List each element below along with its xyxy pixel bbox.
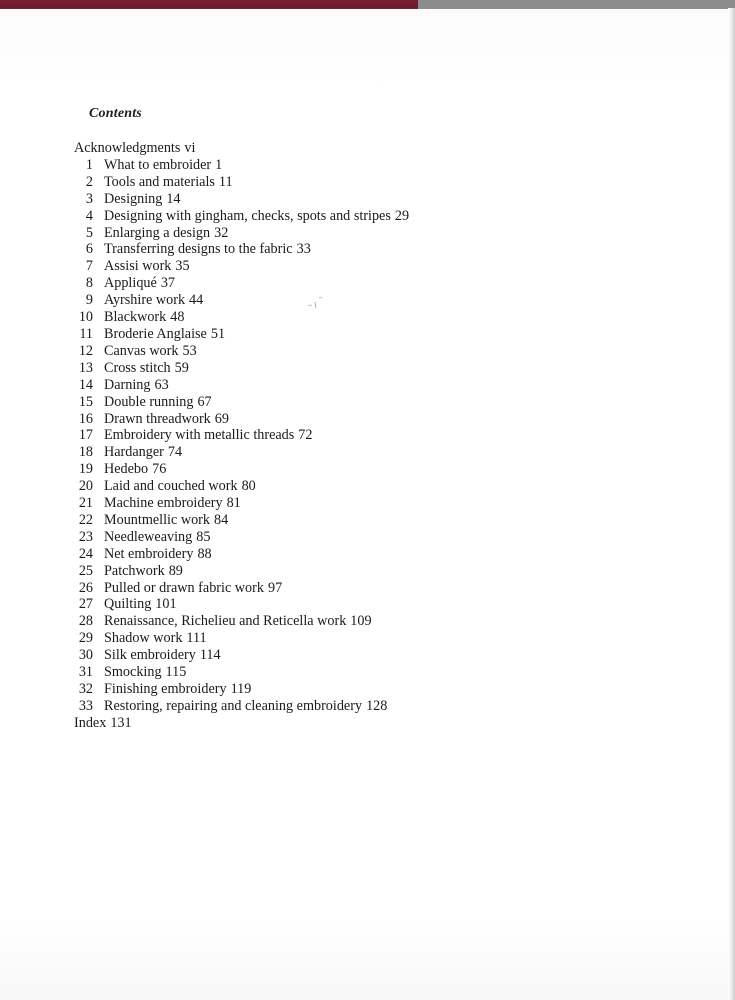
toc-entry-page: 89: [168, 562, 183, 579]
toc-entry-page: 74: [167, 444, 183, 461]
toc-entry-title: Quilting: [104, 596, 152, 613]
toc-entry-page: 131: [110, 714, 132, 731]
toc-entry-title: Designing: [104, 190, 163, 207]
toc-entry-page: 88: [197, 545, 212, 562]
toc-entry-page: 111: [186, 630, 207, 647]
toc-entry-chapter: [74, 529, 634, 546]
toc-entry-page: vi: [184, 140, 196, 156]
toc-entry-number: 24: [78, 545, 93, 562]
table-of-contents: [74, 140, 634, 732]
toc-entry-page: 76: [152, 461, 167, 478]
toc-entry-title: Drawn threadwork: [104, 410, 211, 427]
toc-entry-page: 114: [199, 647, 221, 664]
toc-entry-title: Darning: [104, 376, 151, 393]
toc-entry-chapter: [74, 225, 634, 242]
toc-entry-title: Canvas work: [104, 342, 179, 359]
toc-entry-title: Enlarging a design: [104, 224, 211, 241]
toc-entry-title: Silk embroidery: [104, 647, 196, 664]
toc-entry-page: 37: [160, 275, 175, 292]
toc-entry-title: Mountmellic work: [104, 511, 210, 528]
toc-entry-number: 28: [78, 613, 93, 630]
toc-entry-page: 84: [214, 511, 229, 528]
toc-entry-chapter: [74, 191, 634, 208]
toc-entry-chapter: [74, 275, 634, 292]
toc-entry-number: 32: [78, 681, 93, 697]
toc-entry-chapter: [74, 241, 634, 258]
toc-entry-number: 23: [78, 528, 93, 545]
toc-entry-number: 27: [78, 596, 93, 613]
toc-entry-number: 26: [78, 579, 93, 596]
toc-entry-chapter: [74, 411, 634, 428]
toc-entry-chapter: [74, 681, 634, 698]
toc-entry-chapter: [74, 258, 634, 275]
toc-entry-chapter: [74, 478, 634, 495]
toc-entry-chapter: [74, 512, 634, 529]
toc-entry-chapter: [74, 427, 634, 444]
toc-entry-title: Shadow work: [104, 630, 183, 647]
toc-entry-number: 7: [85, 258, 93, 275]
toc-entry-chapter: [74, 309, 634, 326]
toc-entry-chapter: [74, 630, 634, 647]
toc-entry-title: Machine embroidery: [104, 495, 223, 512]
toc-entry-title: Hedebo: [104, 461, 149, 478]
toc-entry-title: Broderie Anglaise: [104, 325, 207, 342]
toc-entry-title: Pulled or drawn fabric work: [104, 579, 264, 596]
toc-entry-number: 15: [78, 393, 93, 410]
toc-entry-number: 2: [85, 173, 93, 190]
toc-entry-title: Needleweaving: [104, 528, 193, 545]
toc-entry-page: 51: [210, 325, 226, 342]
toc-entry-page: 14: [166, 190, 181, 207]
page-edge-shadow: [728, 8, 735, 1000]
toc-entry-title: Finishing embroidery: [104, 681, 227, 697]
toc-entry-chapter: [74, 444, 634, 461]
toc-entry-title: Net embroidery: [104, 545, 194, 562]
toc-entry-title: Patchwork: [104, 562, 165, 579]
toc-entry-chapter: [74, 495, 634, 512]
toc-entry-number: 33: [78, 697, 93, 714]
toc-entry-chapter: [74, 461, 634, 478]
toc-entry-chapter: [74, 174, 634, 191]
toc-entry-number: 31: [78, 664, 93, 681]
toc-entry-page: 11: [218, 173, 233, 190]
toc-entry-title: Transferring designs to the fabric: [104, 241, 293, 258]
toc-entry-title: Cross stitch: [104, 359, 171, 376]
toc-entry-title: Tools and materials: [104, 173, 215, 190]
toc-entry-title: Assisi work: [104, 258, 172, 275]
toc-entry-number: 22: [78, 511, 93, 528]
toc-entry-page: 85: [196, 528, 211, 545]
toc-entry-page: 115: [165, 664, 187, 681]
toc-entry-title: Smocking: [104, 664, 162, 681]
toc-entry-title: Appliqué: [104, 275, 157, 292]
toc-entry-page: 35: [175, 258, 190, 275]
toc-entry-chapter: [74, 343, 634, 360]
toc-entry-number: 18: [78, 444, 93, 461]
toc-entry-number: 17: [78, 427, 93, 444]
toc-entry-title: Hardanger: [104, 444, 164, 461]
page-title: Contents: [89, 106, 142, 121]
toc-entry-page: 101: [155, 596, 177, 613]
toc-entry-page: 128: [366, 697, 388, 714]
toc-entry-number: 11: [79, 325, 93, 342]
toc-entry-page: 119: [230, 681, 252, 697]
toc-entry-number: 3: [85, 190, 93, 207]
toc-entry-chapter: [74, 292, 634, 309]
toc-entry-page: 29: [394, 207, 410, 224]
toc-entry-title: Acknowledgments: [74, 140, 181, 156]
toc-entry-number: 10: [78, 309, 93, 326]
toc-entry-number: 1: [85, 156, 93, 173]
toc-entry-page: 67: [197, 393, 212, 410]
toc-entry-chapter: [74, 698, 634, 715]
toc-entry-chapter: [74, 596, 634, 613]
toc-entry-number: 6: [85, 241, 93, 258]
scanner-edge-strip: [418, 0, 735, 9]
toc-entry-title: Double running: [104, 393, 194, 410]
toc-entry-title: Restoring, repairing and cleaning embroidery: [104, 697, 363, 714]
toc-entry-number: 4: [85, 207, 93, 224]
toc-entry-title: Index: [74, 714, 107, 731]
toc-entry-title: Laid and couched work: [104, 478, 238, 495]
toc-entry-page: 44: [189, 292, 204, 309]
toc-entry-page: 80: [241, 478, 256, 495]
chapter-list: [74, 157, 634, 715]
toc-entry-chapter: [74, 664, 634, 681]
toc-entry-page: 72: [298, 427, 313, 444]
toc-entry-title: Ayrshire work: [104, 292, 186, 309]
toc-entry-chapter: [74, 208, 634, 225]
toc-entry-index: [74, 715, 634, 732]
toc-entry-page: 33: [296, 241, 311, 258]
toc-entry-front-matter: [74, 140, 634, 157]
toc-entry-title: Embroidery with metallic threads: [104, 427, 295, 444]
toc-entry-number: 12: [78, 342, 93, 359]
toc-entry-number: 16: [78, 410, 93, 427]
toc-entry-chapter: [74, 647, 634, 664]
toc-entry-page: 97: [267, 579, 283, 596]
toc-entry-page: 69: [214, 410, 229, 427]
toc-entry-chapter: [74, 326, 634, 343]
toc-entry-chapter: [74, 613, 634, 630]
toc-entry-page: 81: [226, 495, 241, 512]
toc-entry-number: 20: [78, 478, 93, 495]
toc-entry-page: 63: [154, 376, 169, 393]
toc-entry-number: 21: [78, 495, 93, 512]
toc-entry-page: 48: [170, 309, 185, 326]
toc-entry-chapter: [74, 546, 634, 563]
toc-entry-number: 29: [78, 630, 93, 647]
toc-entry-number: 8: [85, 275, 93, 292]
toc-entry-number: 25: [78, 562, 93, 579]
toc-entry-number: 30: [78, 647, 93, 664]
toc-entry-page: 59: [174, 359, 189, 376]
toc-entry-page: 53: [182, 342, 197, 359]
toc-entry-number: 5: [85, 224, 93, 241]
toc-entry-chapter: [74, 377, 634, 394]
toc-entry-title: Blackwork: [104, 309, 167, 326]
toc-entry-chapter: [74, 580, 634, 597]
toc-entry-page: 109: [350, 613, 372, 630]
toc-entry-number: 19: [78, 461, 93, 478]
toc-entry-chapter: [74, 563, 634, 580]
toc-entry-title: Renaissance, Richelieu and Reticella work: [104, 613, 347, 630]
toc-entry-number: 14: [78, 376, 93, 393]
toc-entry-title: Designing with gingham, checks, spots and stripes: [104, 207, 391, 224]
toc-entry-title: What to embroider: [104, 156, 212, 173]
toc-entry-number: 9: [85, 292, 93, 309]
toc-entry-page: 32: [214, 224, 229, 241]
toc-entry-number: 13: [78, 359, 93, 376]
toc-entry-chapter: [74, 157, 634, 174]
toc-entry-page: 1: [215, 156, 223, 173]
toc-entry-chapter: [74, 360, 634, 377]
toc-entry-chapter: [74, 394, 634, 411]
